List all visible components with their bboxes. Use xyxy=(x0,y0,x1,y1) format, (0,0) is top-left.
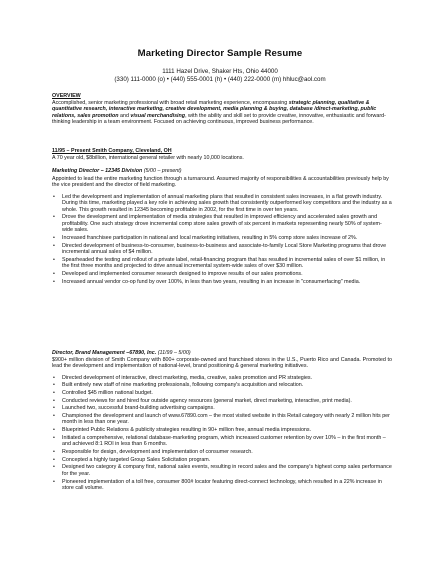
overview-section xyxy=(52,93,392,126)
resume-title: Marketing Director Sample Resume xyxy=(137,48,303,59)
list-item: • Directed development of interactive, direct marketing, media, creative, sales promotion and PR strategies. xyxy=(52,375,392,382)
role-bullets xyxy=(52,375,392,492)
list-item: • Increased annual vendor co-op fund by over 100%, in less than two years, resulting in an increase in "consumerfacing" media. xyxy=(52,279,392,286)
role-director-brand xyxy=(52,350,392,493)
role-intro: $900+ million division of Smith Company with 800+ corporate-owned and franchised stores in the U.S., Puerto Rico and Canada. Promoted to lead the development and implementation of national-level, brand positioning & general marketing initiatives. xyxy=(52,356,392,369)
job-heading: 11/95 – Present Smith Company, Cleveland, OH xyxy=(52,148,172,154)
list-item: • Pioneered implementation of a toll free, consumer 800# locator featuring direct-connect technology, which resulted in a 22% increase in store call volume. xyxy=(52,479,392,492)
role-marketing-director xyxy=(52,168,392,286)
role-intro: Appointed to lead the entire marketing function through a turnaround. Assumed majority of responsibilities & accountabilities previously help by the vice president and the director of field marketing. xyxy=(52,175,389,188)
list-item: • Launched two, successful brand-building advertising campaigns. xyxy=(52,405,392,412)
list-item: • Spearheaded the testing and rollout of a private label, retail-financing program that has resulted in incremental sales of over $1 million, in the first three months and projected to drive annual incremental system-wide sales of over $30 million. xyxy=(52,257,392,270)
role-title: Director, Brand Management –67890, Inc. (11/99 – 5/00) xyxy=(52,350,191,356)
list-item: • Designed two category & company first, national sales events, resulting in record sales and the company's highest comp sales performance for the year. xyxy=(52,464,392,477)
list-item: • Initiated a comprehensive, relational database-marketing program, which increased customer retention by over 10% – in the first month – and achieved 8:1 ROI in less than 6 months. xyxy=(52,435,392,448)
list-item: • Championed the development and launch of www.67890.com – the most visited website in this Retail category with nearly 2 million hits per month in less than one year. xyxy=(52,413,392,426)
overview-text: Accomplished, senior marketing professional with broad retail marketing experience, encompassing strategic planning, qualitative & quantitative research, interactive marketing, creative development, media planning & buying, database /direct-marketing, public relations, sales promotion and visual merchandising, with the ability and skill set to provide creative, innovative, enthusiastic and forward-thinking leadership in a team environment. Focused on achieving continuous, improved business performance. xyxy=(52,99,386,125)
list-item: • Responsible for design, development and implementation of consumer research. xyxy=(52,449,392,456)
list-item: • Led the development and implementation of annual marketing plans that resulted in consistent sales increases, in a flat growth industry. During this time, marketing played a key role in achieving sales growth that consistently outperformed key competitors and the industry as a whole. This growth resulted in 12345 becoming profitable in 2002, for the first time in over ten years. xyxy=(52,194,392,214)
role-title: Marketing Director – 12345 Division (5/00 – present) xyxy=(52,168,182,174)
job-description: A 70 year old, $8billion, international general retailer with nearly 10,000 locations. xyxy=(52,154,244,161)
job-section xyxy=(52,148,392,161)
contact-block xyxy=(0,68,440,84)
contact-phones: (330) 111-0000 (o) • (440) 555-0001 (h) • (440) 222-0000 (m) hhluc@aol.com xyxy=(114,76,326,84)
list-item: • Concepted a highly targeted Group Sales Solicitation program. xyxy=(52,457,392,464)
overview-heading: OVERVIEW xyxy=(52,93,81,99)
list-item: • Built entirely new staff of nine marketing professionals, following company's acquisition and relocation. xyxy=(52,382,392,389)
list-item: • Developed and implemented consumer research designed to improve results of our sales promotions. xyxy=(52,271,392,278)
list-item: • Controlled $45 million national budget. xyxy=(52,390,392,397)
list-item: • Blueprinted Public Relations & publicity strategies resulting in 90+ million free, annual media impressions. xyxy=(52,427,392,434)
list-item: • Drove the development and implementation of media strategies that resulted in improved efficiency and accelerated sales growth and profitability. One such strategy drove incremental comp store sales growth of six percent in markets representing nearly 50% of system-wide sales. xyxy=(52,214,392,234)
list-item: • Directed development of business-to-consumer, business-to-business and associate-to-family Local Store Marketing programs that drove incremental annual sales of $4 million. xyxy=(52,243,392,256)
list-item: • Conducted reviews for and hired four outside agency resources (general market, direct marketing, interactive, print media). xyxy=(52,398,392,405)
contact-address: 1111 Hazel Drive, Shaker Hts, Ohio 44000 xyxy=(162,68,278,75)
list-item: • Increased franchisee participation in national and local marketing initiatives, resulting in 5% comp store sales increase of 2%. xyxy=(52,235,392,242)
role-bullets xyxy=(52,194,392,286)
